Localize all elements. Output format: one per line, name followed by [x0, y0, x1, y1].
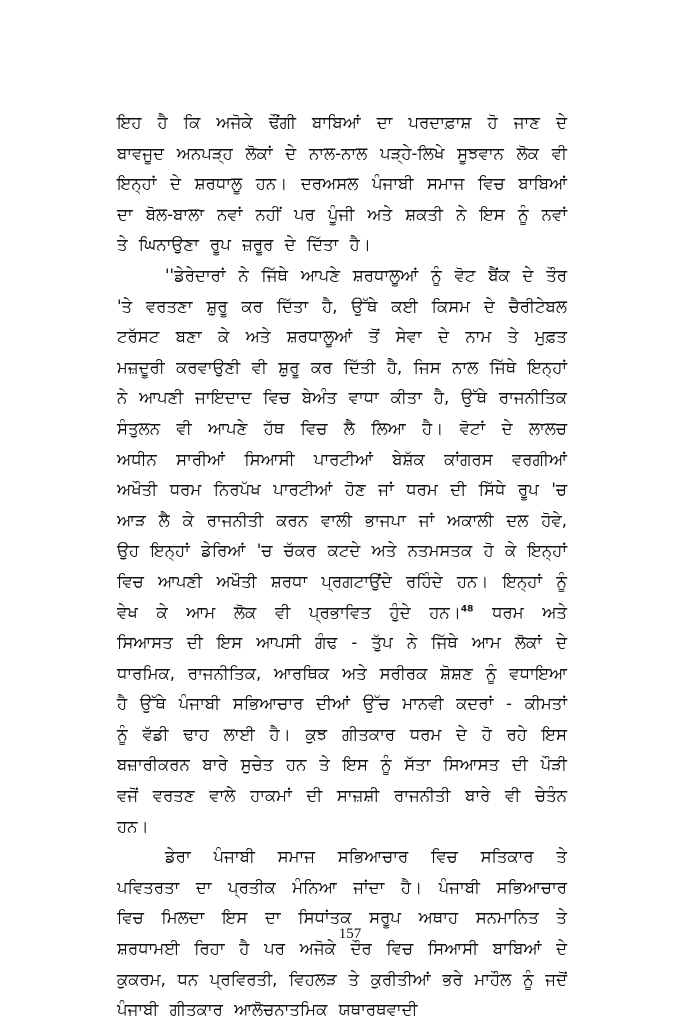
- body-text: [117, 108, 567, 1026]
- page-number: 157: [338, 926, 362, 942]
- footnote-reference[interactable]: 48: [460, 604, 474, 614]
- paragraph-2-text-before-footnote: ''ਡੇਰੇਦਾਰਾਂ ਨੇ ਜਿੱਥੇ ਆਪਣੇ ਸ਼ਰਧਾਲੂਆਂ ਨੂੰ ਵੋਟ ਬੈਂਕ ਦੇ ਤੌਰ 'ਤੇ ਵਰਤਣਾ ਸ਼ੁਰੂ ਕਰ ਦਿੱਤਾ ਹੈ, ਉੱਥੇ ਕਈ ਕਿਸਮ ਦੇ ਚੈਰੀਟੇਬਲ ਟਰੱਸਟ ਬਣਾ ਕੇ ਅਤੇ ਸ਼ਰਧਾਲੂਆਂ ਤੋਂ ਸੇਵਾ ਦੇ ਨਾਮ ਤੇ ਮੁਫ਼ਤ ਮਜ਼ਦੂਰੀ ਕਰਵਾਉਣੀ ਵੀ ਸ਼ੁਰੂ ਕਰ ਦਿੱਤੀ ਹੈ, ਜਿਸ ਨਾਲ ਜਿੱਥੇ ਇਨ੍ਹਾਂ ਨੇ ਆਪਣੀ ਜਾਇਦਾਦ ਵਿਚ ਬੇਅੰਤ ਵਾਧਾ ਕੀਤਾ ਹੈ, ਉੱਥੇ ਰਾਜਨੀਤਿਕ ਸੰਤੁਲਨ ਵੀ ਆਪਣੇ ਹੱਥ ਵਿਚ ਲੈ ਲਿਆ ਹੈ। ਵੋਟਾਂ ਦੇ ਲਾਲਚ ਅਧੀਨ ਸਾਰੀਆਂ ਸਿਆਸੀ ਪਾਰਟੀਆਂ ਬੇਸ਼ੱਕ ਕਾਂਗਰਸ ਵਰਗੀਆਂ ਅਖੌਤੀ ਧਰਮ ਨਿਰਪੱਖ ਪਾਰਟੀਆਂ ਹੋਣ ਜਾਂ ਧਰਮ ਦੀ ਸਿੱਧੇ ਰੂਪ 'ਚ ਆੜ ਲੈ ਕੇ ਰਾਜਨੀਤੀ ਕਰਨ ਵਾਲੀ ਭਾਜਪਾ ਜਾਂ ਅਕਾਲੀ ਦਲ ਹੋਵੇ, ਉਹ ਇਨ੍ਹਾਂ ਡੇਰਿਆਂ 'ਚ ਚੱਕਰ ਕਟਦੇ ਅਤੇ ਨਤਮਸਤਕ ਹੋ ਕੇ ਇਨ੍ਹਾਂ ਵਿਚ ਆਪਣੀ ਅਖੌਤੀ ਸ਼ਰਧਾ ਪ੍ਰਗਟਾਉਂਦੇ ਰਹਿੰਦੇ ਹਨ। ਇਨ੍ਹਾਂ ਨੂੰ ਵੇਖ ਕੇ ਆਮ ਲੋਕ ਵੀ ਪ੍ਰਭਾਵਿਤ ਹੁੰਦੇ ਹਨ।: [117, 265, 567, 622]
- paragraph-1: ਇਹ ਹੈ ਕਿ ਅਜੋਕੇ ਢੌਂਗੀ ਬਾਬਿਆਂ ਦਾ ਪਰਦਾਫ਼ਾਸ਼ ਹੋ ਜਾਣ ਦੇ ਬਾਵਜੂਦ ਅਨਪੜ੍ਹ ਲੋਕਾਂ ਦੇ ਨਾਲ-ਨਾਲ ਪੜ੍ਹੇ-ਲਿਖੇ ਸੂਝਵਾਨ ਲੋਕ ਵੀ ਇਨ੍ਹਾਂ ਦੇ ਸ਼ਰਧਾਲੂ ਹਨ। ਦਰਅਸਲ ਪੰਜਾਬੀ ਸਮਾਜ ਵਿਚ ਬਾਬਿਆਂ ਦਾ ਬੋਲ-ਬਾਲਾ ਨਵਾਂ ਨਹੀਂ ਪਰ ਪੂੰਜੀ ਅਤੇ ਸ਼ਕਤੀ ਨੇ ਇਸ ਨੂੰ ਨਵਾਂ ਤੇ ਘਿਨਾਉਣਾ ਰੂਪ ਜ਼ਰੂਰ ਦੇ ਦਿੱਤਾ ਹੈ।: [117, 113, 567, 255]
- paragraph-3: ਡੇਰਾ ਪੰਜਾਬੀ ਸਮਾਜ ਸਭਿਆਚਾਰ ਵਿਚ ਸਤਿਕਾਰ ਤੇ ਪਵਿਤਰਤਾ ਦਾ ਪ੍ਰਤੀਕ ਮੰਨਿਆ ਜਾਂਦਾ ਹੈ। ਪੰਜਾਬੀ ਸਭਿਆਚਾਰ ਵਿਚ ਮਿਲਦਾ ਇਸ ਦਾ ਸਿਧਾਂਤਕ ਸਰੂਪ ਅਥਾਹ ਸਨਮਾਨਿਤ ਤੇ ਸ਼ਰਧਾਮਈ ਰਿਹਾ ਹੈ ਪਰ ਅਜੋਕੇ ਦੌਰ ਵਿਚ ਸਿਆਸੀ ਬਾਬਿਆਂ ਦੇ ਕੁਕਰਮ, ਧਨ ਪ੍ਰਵਿਰਤੀ, ਵਿਹਲੜ ਤੇ ਕੁਰੀਤੀਆਂ ਭਰੇ ਮਾਹੌਲ ਨੂੰ ਜਦੋਂ ਪੰਜਾਬੀ ਗੀਤਕਾਰ ਆਲੋਚਨਾਤਮਿਕ ਯਥਾਰਥਵਾਦੀ: [117, 847, 567, 1020]
- paragraph-2-text-after-footnote: ਧਰਮ ਅਤੇ ਸਿਆਸਤ ਦੀ ਇਸ ਆਪਸੀ ਗੰਢ - ਤੁੱਪ ਨੇ ਜਿੱਥੇ ਆਮ ਲੋਕਾਂ ਦੇ ਧਾਰਮਿਕ, ਰਾਜਨੀਤਿਕ, ਆਰਥਿਕ ਅਤੇ ਸਰੀਰਕ ਸ਼ੋਸ਼ਣ ਨੂੰ ਵਧਾਇਆ ਹੈ ਉੱਥੇ ਪੰਜਾਬੀ ਸਭਿਆਚਾਰ ਦੀਆਂ ਉੱਚ ਮਾਨਵੀ ਕਦਰਾਂ - ਕੀਮਤਾਂ ਨੂੰ ਵੱਡੀ ਢਾਹ ਲਾਈ ਹੈ। ਕੁਝ ਗੀਤਕਾਰ ਧਰਮ ਦੇ ਹੋ ਰਹੇ ਇਸ ਬਜ਼ਾਰੀਕਰਨ ਬਾਰੇ ਸੁਚੇਤ ਹਨ ਤੇ ਇਸ ਨੂੰ ਸੱਤਾ ਸਿਆਸਤ ਦੀ ਪੌੜੀ ਵਜੋਂ ਵਰਤਣ ਵਾਲੇ ਹਾਕਮਾਂ ਦੀ ਸਾਜ਼ਸ਼ੀ ਰਾਜਨੀਤੀ ਬਾਰੇ ਵੀ ਚੇਤੰਨ ਹਨ।: [117, 602, 567, 836]
- paragraph-2: [117, 261, 567, 842]
